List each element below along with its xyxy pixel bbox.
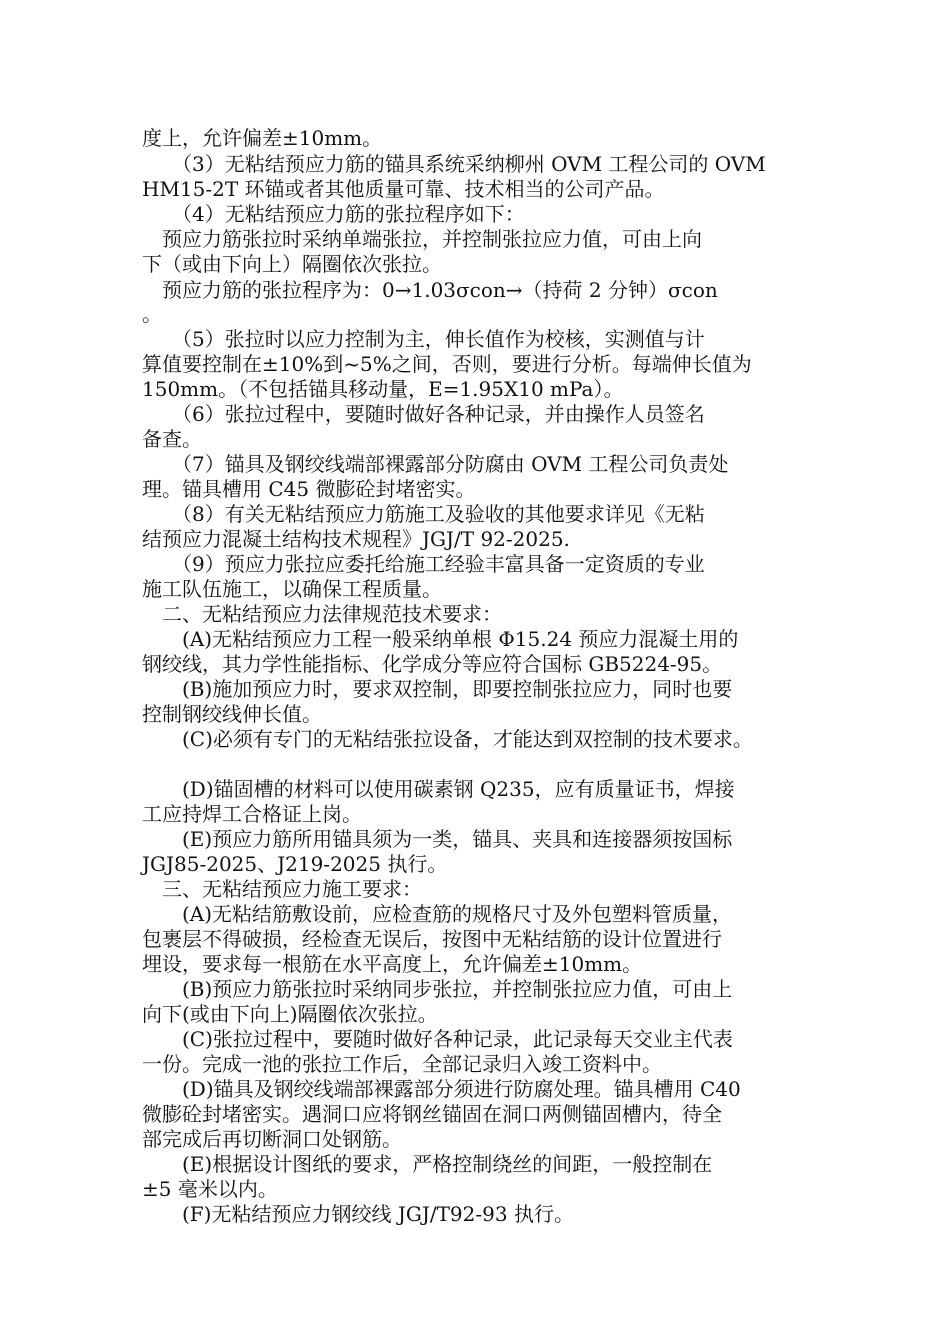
text-line: 钢绞线，其力学性能指标、化学成分等应符合国标 GB5224-95。	[142, 652, 723, 676]
text-line: （8）有关无粘结预应力筋施工及验收的其他要求详见《无粘	[142, 502, 705, 526]
text-line: 向下(或由下向上)隔圈依次张拉。	[142, 1002, 438, 1026]
text-line: 控制钢绞线伸长值。	[142, 702, 322, 726]
text-line: (F)无粘结预应力钢绞线 JGJ/T92-93 执行。	[142, 1202, 574, 1226]
text-line: (B)施加预应力时，要求双控制，即要控制张拉应力，同时也要	[142, 677, 733, 701]
text-line: 算值要控制在±10%到~5%之间，否则，要进行分析。每端伸长值为	[142, 352, 752, 376]
text-line: (D)锚固槽的材料可以使用碳素钢 Q235，应有质量证书，焊接	[142, 777, 735, 801]
text-line: 理。锚具槽用 C45 微膨砼封堵密实。	[142, 477, 476, 501]
text-line: 微膨砼封堵密实。遇洞口应将钢丝锚固在洞口两侧锚固槽内，待全	[142, 1102, 722, 1126]
text-line: (C)必须有专门的无粘结张拉设备，才能达到双控制的技术要求。	[142, 727, 753, 751]
text-line: (D)锚具及钢绞线端部裸露部分须进行防腐处理。锚具槽用 C40	[142, 1077, 741, 1101]
text-line: 包裹层不得破损，经检查无误后，按图中无粘结筋的设计位置进行	[142, 927, 722, 951]
text-line: 备查。	[142, 427, 202, 451]
section-heading: 二、无粘结预应力法律规范技术要求：	[142, 602, 502, 626]
text-line: (A)无粘结筋敷设前，应检查筋的规格尺寸及外包塑料管质量，	[142, 902, 733, 926]
section-heading: 三、无粘结预应力施工要求：	[142, 877, 422, 901]
text-line: HM15-2T 环锚或者其他质量可靠、技术相当的公司产品。	[142, 177, 665, 201]
text-line: （9）预应力张拉应委托给施工经验丰富具备一定资质的专业	[142, 552, 705, 576]
text-line: （7）锚具及钢绞线端部裸露部分防腐由 OVM 工程公司负责处	[142, 452, 729, 476]
text-line: （5）张拉时以应力控制为主，伸长值作为校核，实测值与计	[142, 327, 705, 351]
text-line: 结预应力混凝土结构技术规程》JGJ/T 92-2025.	[142, 527, 570, 551]
text-line: 施工队伍施工，以确保工程质量。	[142, 577, 442, 601]
text-line: (E)根据设计图纸的要求，严格控制绕丝的间距，一般控制在	[142, 1152, 713, 1176]
text-line: ±5 毫米以内。	[142, 1177, 278, 1201]
text-line: 工应持焊工合格证上岗。	[142, 802, 362, 826]
text-line: 预应力筋张拉时采纳单端张拉，并控制张拉应力值，可由上向	[142, 227, 702, 251]
text-line: (C)张拉过程中，要随时做好各种记录，此记录每天交业主代表	[142, 1027, 733, 1051]
text-line: 部完成后再切断洞口处钢筋。	[142, 1127, 402, 1151]
text-line: 一份。完成一池的张拉工作后，全部记录归入竣工资料中。	[142, 1052, 662, 1076]
text-line: (E)预应力筋所用锚具须为一类，锚具、夹具和连接器须按国标	[142, 827, 733, 851]
text-line: （4）无粘结预应力筋的张拉程序如下：	[142, 202, 525, 226]
text-line: 度上，允许偏差±10mm。	[142, 126, 383, 150]
text-line: （6）张拉过程中，要随时做好各种记录，并由操作人员签名	[142, 402, 705, 426]
text-line: 预应力筋的张拉程序为：0→1.03σcon→（持荷 2 分钟）σcon	[142, 278, 718, 302]
text-line: (A)无粘结预应力工程一般采纳单根 Φ15.24 预应力混凝土用的	[142, 627, 739, 651]
text-line: 。	[142, 302, 162, 326]
text-line: JGJ85-2025、J219-2025 执行。	[142, 852, 448, 876]
text-line: 下（或由下向上）隔圈依次张拉。	[142, 252, 442, 276]
text-line: 150mm。（不包括锚具移动量，E=1.95X10 mPa）。	[142, 377, 624, 401]
text-line: （3）无粘结预应力筋的锚具系统采纳柳州 OVM 工程公司的 OVM	[142, 152, 766, 176]
text-line: (B)预应力筋张拉时采纳同步张拉，并控制张拉应力值，可由上	[142, 977, 733, 1001]
text-line: 埋设，要求每一根筋在水平高度上，允许偏差±10mm。	[142, 952, 643, 976]
